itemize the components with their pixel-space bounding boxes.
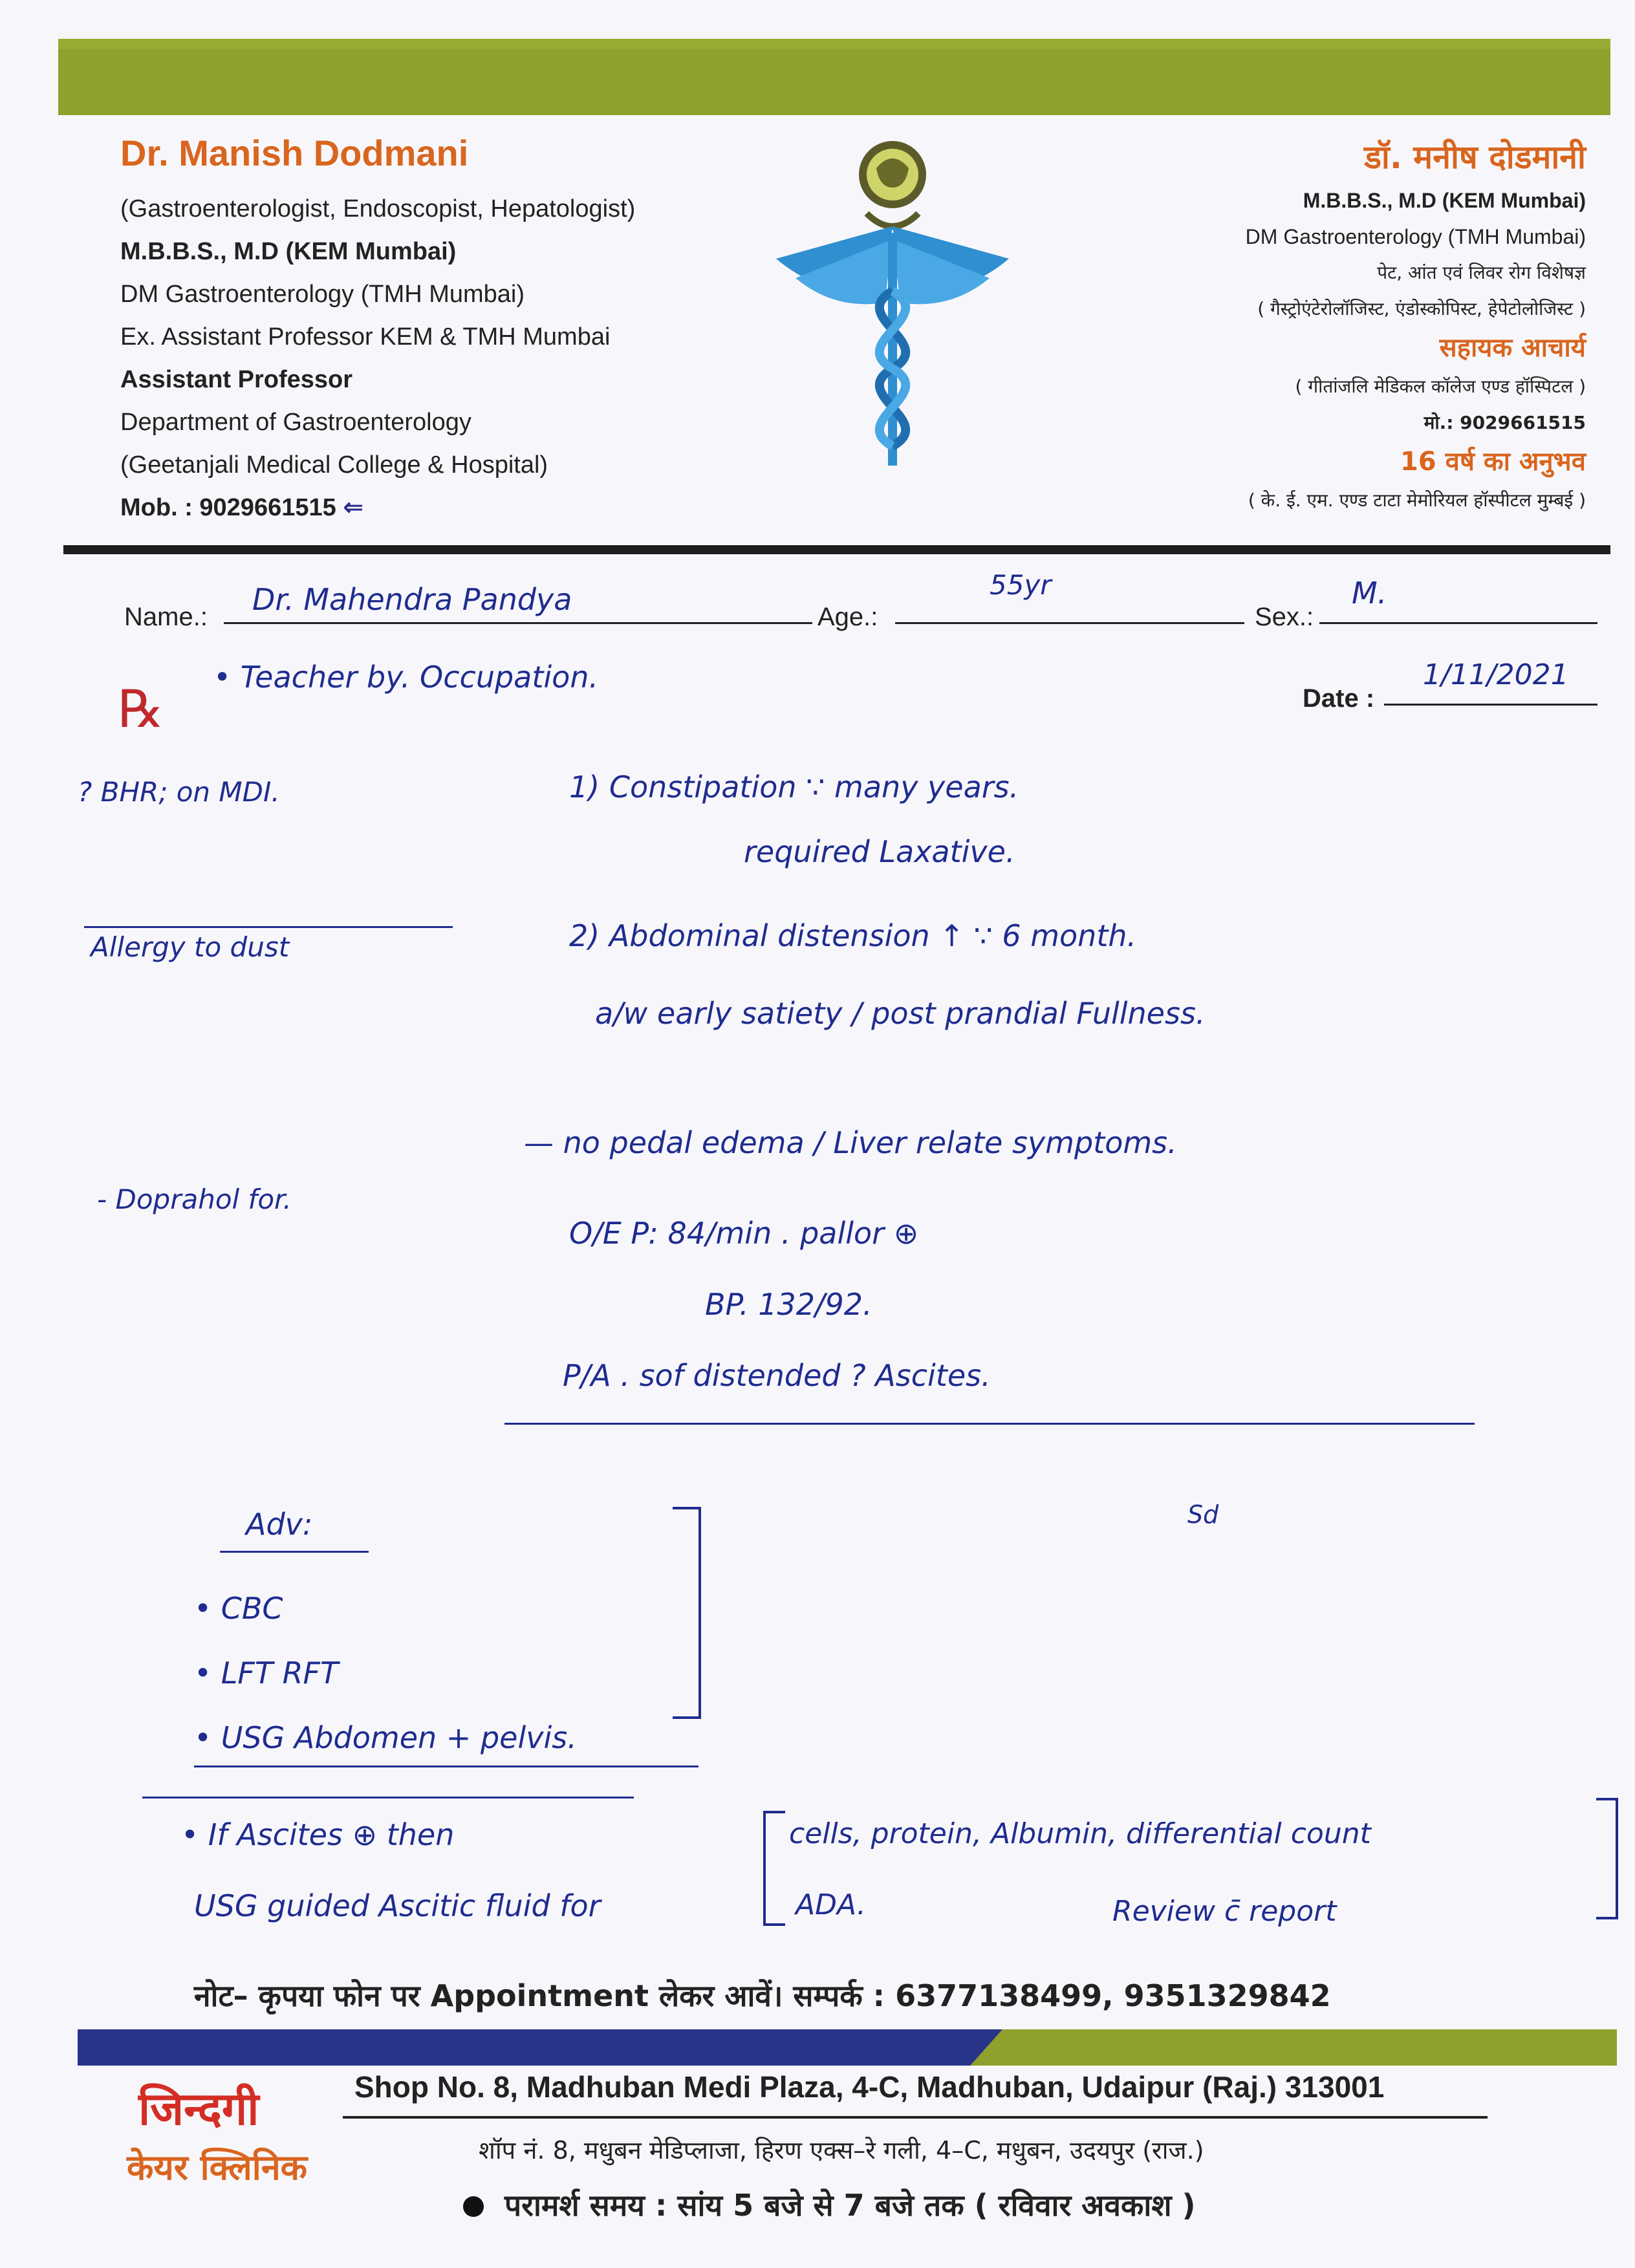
advice-divider <box>194 1766 698 1767</box>
ascites-note: USG guided Ascitic fluid for <box>194 1888 601 1923</box>
ascites-bracket-left <box>763 1811 785 1926</box>
advice-title: Adv: <box>246 1507 313 1542</box>
bullet-icon <box>463 2196 484 2217</box>
credential-line: पेट, आंत एवं लिवर रोग विशेषज्ञ <box>1377 262 1586 283</box>
clinic-subname-hi: केयर क्लिनिक <box>127 2147 308 2188</box>
exam-line: P/A . sof distended ? Ascites. <box>563 1358 991 1393</box>
ascites-tests: cells, protein, Albumin, differential count <box>789 1817 1371 1850</box>
ascites-tests: ADA. <box>796 1888 866 1921</box>
credential-line: M.B.B.S., M.D (KEM Mumbai) <box>1303 189 1586 212</box>
header-band <box>58 45 1610 115</box>
credential-line: M.B.B.S., M.D (KEM Mumbai) <box>120 238 457 265</box>
left-note-divider <box>84 926 453 928</box>
name-label: Name.: <box>124 603 208 631</box>
history-line: 1) Constipation ∵ many years. <box>569 770 1019 805</box>
date-field-line <box>1384 704 1597 706</box>
credential-line: Ex. Assistant Professor KEM & TMH Mumbai <box>120 323 611 351</box>
experience-line: 16 वर्ष का अनुभव <box>1400 447 1586 477</box>
patient-name: Dr. Mahendra Pandya <box>252 582 572 617</box>
age-label: Age.: <box>817 603 878 631</box>
patient-age: 55yr <box>990 569 1052 601</box>
advice-underline <box>220 1551 369 1553</box>
address-divider <box>343 2116 1488 2119</box>
sex-field-line <box>1319 622 1597 624</box>
advice-divider-2 <box>142 1797 634 1798</box>
mobile-line-hi: मो.: 9029661515 <box>1424 412 1586 433</box>
advice-bracket <box>673 1507 701 1719</box>
rx-symbol: ℞ <box>118 682 164 739</box>
doctor-name-en: Dr. Manish Dodmani <box>120 133 469 173</box>
patient-sex: M. <box>1352 576 1387 610</box>
credential-line: Assistant Professor <box>120 366 353 393</box>
sex-label: Sex.: <box>1255 603 1314 631</box>
arrow-left-icon: ⇐ <box>343 494 364 521</box>
doctor-credentials-en <box>120 188 767 529</box>
clinic-name-hi: जिन्दगी <box>138 2082 259 2135</box>
name-field-line <box>224 622 812 624</box>
history-line: a/w early satiety / post prandial Fullness. <box>595 996 1206 1031</box>
ascites-bracket-right <box>1596 1798 1618 1919</box>
doctor-credentials-hi <box>1004 132 1586 519</box>
advice-item: • USG Abdomen + pelvis. <box>194 1720 577 1755</box>
history-note-bhr: ? BHR; on MDI. <box>78 776 280 808</box>
exam-line: O/E P: 84/min . pallor ⊕ <box>569 1216 919 1251</box>
credential-line: ( के. ई. एम. एण्ड टाटा मेमोरियल हॉस्पीटल मुम्बई ) <box>1248 490 1586 511</box>
credential-line: ( गैस्ट्रोएंटेरोलॉजिस्ट, एंडोस्कोपिस्ट, हेपेटोलोजिस्ट ) <box>1257 298 1586 319</box>
history-line: — no pedal edema / Liver relate symptoms. <box>524 1125 1177 1160</box>
mobile-number: Mob. : 9029661515 <box>120 494 336 521</box>
signature: Sd <box>1187 1500 1219 1529</box>
credential-line: सहायक आचार्य <box>1439 333 1586 363</box>
credential-line: Department of Gastroenterology <box>120 409 471 436</box>
clinic-address-hi: शॉप नं. 8, मधुबन मेडिप्लाजा, हिरण एक्स–रे गली, 4–C, मधुबन, उदयपुर (राज.) <box>479 2136 1204 2165</box>
history-line: required Laxative. <box>744 834 1015 869</box>
credential-line: DM Gastroenterology (TMH Mumbai) <box>120 281 525 308</box>
allergy-note: Allergy to dust <box>91 931 290 963</box>
footer-band <box>78 2029 1617 2066</box>
caduceus-icon <box>770 129 1015 479</box>
credential-line: (Geetanjali Medical College & Hospital) <box>120 451 548 479</box>
ascites-note: • If Ascites ⊕ then <box>181 1817 455 1852</box>
mobile-line <box>120 486 767 529</box>
age-field-line <box>895 622 1244 624</box>
occupation-note: • Teacher by. Occupation. <box>213 660 599 695</box>
drug-note: - Doprahol for. <box>97 1183 292 1215</box>
date-label: Date : <box>1303 684 1375 713</box>
history-line: 2) Abdominal distension ↑ ∵ 6 month. <box>569 918 1137 953</box>
advice-item: • CBC <box>194 1591 283 1626</box>
credential-line: (Gastroenterologist, Endoscopist, Hepatologist) <box>120 195 636 222</box>
consultation-timing: परामर्श समय : सांय 5 बजे से 7 बजे तक ( रविवार अवकाश ) <box>504 2188 1196 2223</box>
appointment-note: नोट– कृपया फोन पर Appointment लेकर आवें। सम्पर्क : 6377138499, 9351329842 <box>194 1978 1331 2013</box>
clinic-address-en: Shop No. 8, Madhuban Medi Plaza, 4-C, Madhuban, Udaipur (Raj.) 313001 <box>354 2070 1385 2104</box>
review-note: Review c̄ report <box>1112 1895 1337 1928</box>
doctor-name-hi: डॉ. मनीष दोडमानी <box>1364 138 1586 176</box>
exam-line: BP. 132/92. <box>705 1287 872 1322</box>
exam-divider <box>504 1423 1475 1425</box>
prescription-date: 1/11/2021 <box>1423 658 1569 691</box>
credential-line: ( गीतांजलि मेडिकल कॉलेज एण्ड हॉस्पिटल ) <box>1295 376 1586 397</box>
advice-item: • LFT RFT <box>194 1656 339 1690</box>
credential-line: DM Gastroenterology (TMH Mumbai) <box>1245 225 1586 248</box>
header-divider <box>63 545 1610 554</box>
